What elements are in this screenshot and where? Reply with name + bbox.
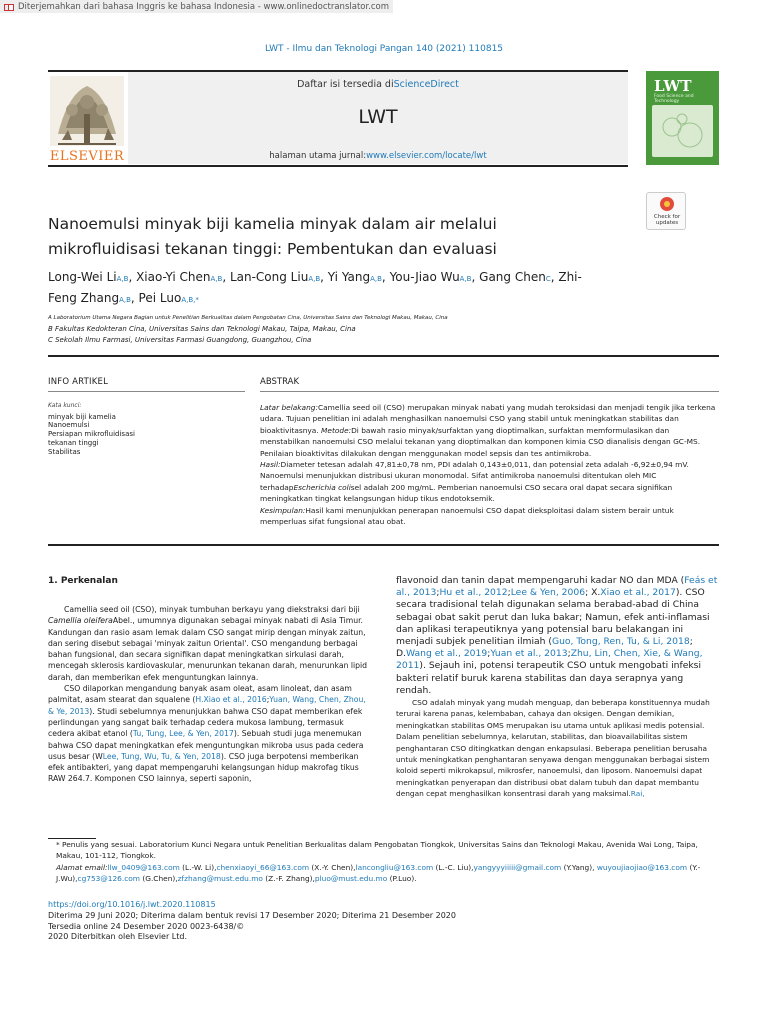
email-link[interactable]: cg753@126.com	[77, 873, 140, 883]
doi-link[interactable]: https://doi.org/10.1016/j.lwt.2020.110815	[48, 900, 216, 909]
keyword: minyak biji kamelia	[48, 412, 116, 421]
email-link[interactable]: pluo@must.edu.mo	[314, 873, 388, 883]
header-bottom-rule	[48, 165, 628, 167]
affiliation-a: A Laboratorium Utama Negara Bagian untuk Penelitian Berkualitas dalam Pengobatan Cina, Universitas Sains dan Teknologi Makau, Makau, Cina	[48, 315, 448, 321]
journal-reference-link[interactable]: LWT - Ilmu dan Teknologi Pangan 140 (2021) 110815	[264, 44, 504, 54]
check-updates-line2: updates	[655, 220, 679, 226]
email-addresses: Alamat email:llw_0409@163.com (L.-W. Li),chenxiaoyi_66@163.com (X.-Y. Chen),lancongliu@163.com (L.-C. Liu),yangyyyiiiii@gmail.com (Y.Yang), wuyoujiaojiao@163.com (Y.-J.Wu),cg753@126.com (G.Chen),zfzhang@must.edu.mo (Z.-F. Zhang),pluo@must.edu.mo (P.Luo).	[56, 862, 701, 883]
email-link[interactable]: wuyoujiaojiao@163.com	[596, 862, 688, 872]
title-line-2: mikrofluidisasi tekanan tinggi: Pembentukan dan evaluasi	[48, 240, 497, 258]
abstract-rule	[260, 391, 719, 392]
citation-link[interactable]: Hu et al., 2012	[439, 587, 508, 599]
email-link[interactable]: yangyyyiiiii@gmail.com	[473, 862, 562, 872]
intro-left-column	[48, 604, 368, 785]
info-rule	[48, 391, 245, 392]
keyword: Stabilitas	[48, 447, 81, 456]
journal-name: LWT	[358, 106, 398, 128]
citation-link[interactable]: Guo, Tong, Ren, Tu, & Li, 2018	[551, 636, 690, 648]
title-line-1: Nanoemulsi minyak biji kamelia minyak dalam air melalui	[48, 215, 497, 233]
cover-art-icon	[652, 105, 713, 157]
corresponding-author-footnote	[48, 839, 720, 884]
citation-link[interactable]: H.Xiao et al., 2016	[195, 695, 267, 705]
cover-subtitle: Food Science and Technology	[654, 94, 694, 104]
keywords-label: Kata kunci:	[48, 402, 82, 409]
citation-link[interactable]: Lee, Tung, Wu, Tu, & Yen, 2018	[102, 751, 221, 761]
homepage-link[interactable]: www.elsevier.com/locate/lwt	[366, 151, 487, 161]
citation-link[interactable]: Lee & Yen, 2006	[510, 587, 586, 599]
history-line: Tersedia online 24 Desember 2020 0023-6438/©	[48, 921, 245, 931]
translator-banner[interactable]	[0, 0, 393, 13]
history-line: 2020 Diterbitkan oleh Elsevier Ltd.	[48, 932, 188, 941]
email-link[interactable]: llw_0409@163.com	[107, 862, 180, 872]
author[interactable]: Pei LuoA,B,*	[138, 291, 199, 305]
citation-link[interactable]: Yuan, Wang, Chen, Zhou, & Ye, 2013	[48, 695, 366, 716]
citation-link[interactable]: Yuan et al., 2013	[490, 648, 568, 660]
article-history	[48, 911, 648, 943]
check-updates-icon-center	[664, 201, 670, 207]
elsevier-wordmark: ELSEVIER	[49, 149, 125, 164]
citation-link[interactable]: Xiao et al., 2017	[600, 587, 676, 599]
contents-prefix: Daftar isi tersedia di	[297, 79, 394, 90]
section-heading-introduction: 1. Perkenalan	[48, 576, 118, 586]
author-list	[48, 268, 608, 310]
author[interactable]: Long-Wei LiA,B,	[48, 270, 137, 284]
abstract-conclusion: Kesimpulan:Hasil kami menunjukkan penerapan nanoemulsi CSO dapat dieksploitasi dalam sistem berair untuk memperluas sifat fungsional atau obat.	[260, 505, 674, 527]
email-link[interactable]: chenxiaoyi_66@163.com	[216, 862, 310, 872]
contents-available-line	[128, 79, 628, 90]
journal-cover-image[interactable]	[646, 71, 719, 165]
author[interactable]: Gang ChenC,	[479, 270, 559, 284]
citation-link[interactable]: Rai,	[630, 789, 645, 799]
citation-link[interactable]: Zhu, Lin, Chen, Xie, & Wang, 2011	[396, 648, 703, 672]
citation-link[interactable]: Feás et al., 2013	[396, 575, 718, 599]
affiliation-c: C Sekolah Ilmu Farmasi, Universitas Farmasi Guangdong, Guangzhou, Cina	[48, 336, 312, 344]
article-info-heading: INFO ARTIKEL	[48, 377, 109, 387]
footnote-text: * Penulis yang sesuai. Laboratorium Kunci Negara untuk Penelitian Berkualitas dalam Pengobatan Tiongkok, Universitas Sains dan Teknologi Makau, Avenida Wai Long, Taipa, Makau, 101-112, Tiongkok.	[56, 840, 698, 861]
banner-text: Diterjemahkan dari bahasa Inggris ke bahasa Indonesia - www.onlinedoctranslator.com	[18, 2, 390, 12]
keywords-block	[48, 402, 248, 456]
abstract-bottom-rule	[48, 544, 719, 546]
history-line: Diterima 29 Juni 2020; Diterima dalam bentuk revisi 17 Desember 2020; Diterima 21 Desember 2020	[48, 911, 456, 920]
affiliation-b: B Fakultas Kedokteran Cina, Universitas Sains dan Teknologi Makau, Taipa, Makau, Cina	[48, 325, 356, 333]
intro-right-column-top: flavonoid dan tanin dapat mempengaruhi kadar NO dan MDA (Feás et al., 2013;Hu et al., 2012;Lee & Yen, 2006; X.Xiao et al., 2017). CSO secara tradisional telah digunakan selama berabad-abad di China sebagai obat sakit perut dan luka bakar; Namun, efek anti-inflamasi dan aplikasi terapeutiknya yang potensial baru belakangan ini menjadi subjek penelitian ilmiah (Guo, Tong, Ren, Tu, & Li, 2018; D.Wang et al., 2019;Yuan et al., 2013;Zhu, Lin, Chen, Xie, & Wang, 2011). Sejauh ini, potensi terapeutik CSO untuk mengobati infeksi bakteri relatif buruk karena stabilitas dan daya serapnya yang rendah.	[396, 575, 718, 696]
check-for-updates-button[interactable]	[646, 192, 686, 230]
check-updates-line1: Check for	[653, 214, 681, 220]
email-link[interactable]: lancongliu@163.com	[355, 862, 434, 872]
email-link[interactable]: zfzhang@must.edu.mo	[177, 873, 263, 883]
author[interactable]: Zhi-Feng ZhangA,B,	[48, 270, 582, 305]
author[interactable]: Xiao-Yi ChenA,B,	[136, 270, 230, 284]
cover-title: LWT	[654, 77, 692, 95]
author[interactable]: You-Jiao WuA,B,	[389, 270, 480, 284]
sciencedirect-link[interactable]: ScienceDirect	[393, 79, 459, 90]
keyword: Nanoemulsi	[48, 421, 90, 430]
intro-paragraph-1: Camellia seed oil (CSO), minyak tumbuhan berkayu yang diekstraksi dari biji Camellia oleiferaAbel., umumnya digunakan sebagai minyak nabati di Asia Timur. Kandungan dan rasio asam lemak dalam CSO sangat mirip dengan minyak zaitun, dan sering disebut sebagai 'minyak zaitun Oriental'. CSO mengandung berbagai bahan fungsional, dan secara signifikan dapat meningkatkan sirkulasi darah, mencegah sklerosis kardiovaskular, menurunkan tekanan darah, menurunkan lipid darah, dan memberikan efek menguntungkan lainnya.	[48, 605, 368, 682]
translate-icon	[4, 3, 15, 12]
abstract-results: Hasil:Diameter tetesan adalah 47,81±0,78 nm, PDI adalah 0,143±0,011, dan potensial zeta adalah -6,92±0,94 mV. Nanoemulsi menunjukkan distribusi ukuran monomodal. Sifat antimikroba nanoemulsi ditentukan oleh MIC terhadapEscherichia colisel adalah 200 mg/mL. Pemberian nanoemulsi CSO secara oral dapat secara signifikan meningkatkan tingkat kelangsungan hidup tikus endotoksemik.	[260, 460, 689, 504]
cover-art-panel	[652, 105, 713, 157]
check-updates-label	[647, 214, 687, 226]
abstract-background: Latar belakang:Camellia seed oil (CSO) merupakan minyak nabati yang mudah teroksidasi dan menjadi tengik jika terkena udara. Tujuan penelitian ini adalah menghasilkan nanoemulsi CSO yang stabil untuk meningkatkan stabilitas dan bioaktivitasnya. Metode:Di bawah rasio minyak/surfaktan yang dioptimalkan, surfaktan memformulasikan dan menstabilkan nanoemulsi CSO melalui tekanan yang dioptimalkan dan komponen kimia CSO dianalisis dengan GC-MS. Penilaian bioaktivitas dilakukan dengan menggunakan model sepsis dan tes antimikroba.	[260, 403, 716, 458]
article-title	[48, 212, 608, 262]
intro-paragraph-2: CSO dilaporkan mengandung banyak asam oleat, asam linoleat, dan asam palmitat, asam stearat dan squalene (H.Xiao et al., 2016;Yuan, Wang, Chen, Zhou, & Ye, 2013). Studi sebelumnya menunjukkan bahwa CSO dapat memberikan efek perlindungan yang sangat baik terhadap cedera mukosa lambung, termasuk cedera akibat etanol (Tu, Tung, Lee, & Yen, 2017). Sebuah studi juga menemukan bahwa CSO dapat meningkatkan efek menguntungkan mikroba usus pada cedera usus besar (WLee, Tung, Wu, Tu, & Yen, 2018). CSO juga berpotensi memberikan efek antibakteri, yang dapat mempengaruhi kelangsungan hidup makrofag tikus RAW 264.7. Komponen CSO lainnya, seperti saponin,	[48, 684, 366, 784]
abstract-text	[260, 402, 720, 527]
section-rule	[48, 355, 719, 357]
abstract-heading: ABSTRAK	[260, 377, 300, 387]
citation-link[interactable]: Tu, Tung, Lee, & Yen, 2017	[132, 729, 234, 739]
keyword: Persiapan mikrofluidisasi	[48, 430, 135, 439]
affiliations	[48, 313, 648, 346]
keyword: tekanan tinggi	[48, 438, 99, 447]
author[interactable]: Yi YangA,B,	[327, 270, 390, 284]
author[interactable]: Lan-Cong LiuA,B,	[229, 270, 328, 284]
intro-right-column-paragraph: CSO adalah minyak yang mudah menguap, dan beberapa konstituennya mudah terurai karena panas, kelembaban, cahaya dan oksigen. Dengan demikian, meningkatkan stabilitas OMS merupakan isu utama untuk aplikasi medis potensial. Dalam penelitian sebelumnya, kelarutan, stabilitas, dan bioavailabilitas sistem penghantaran CSO ditingkatkan dengan enkapsulasi. Beberapa penelitian berusaha untuk meningkatkan penghantaran senyawa dengan menggunakan berbagai sistem koloid seperti mikrokapsul, mikrosfer, nanoemulsi, dan liposom. Nanoemulsi dapat meningkatkan penyerapan dan distribusi obat dalam tubuh dan dapat membantu dengan cepat menghasilkan konsentrasi darah yang maksimal.Rai,	[396, 698, 710, 799]
journal-homepage-line	[128, 151, 628, 161]
citation-link[interactable]: Wang et al., 2019	[406, 648, 488, 660]
homepage-prefix: halaman utama jurnal:	[269, 151, 367, 161]
